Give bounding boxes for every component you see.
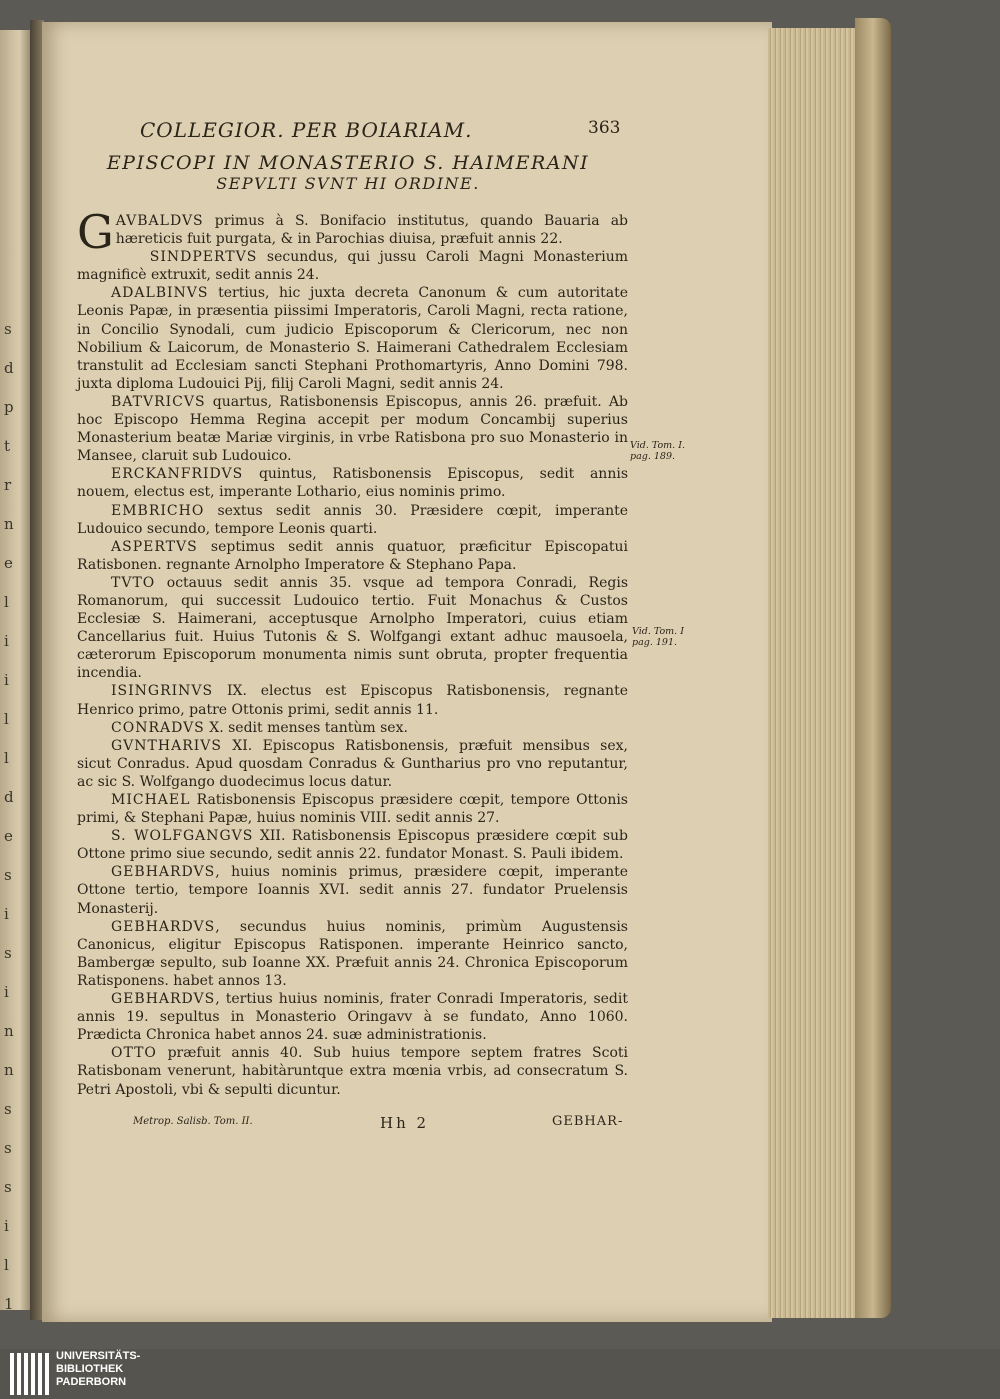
bishop-name: SINDPERTVS (149, 249, 258, 266)
left-page-edge (0, 30, 32, 1313)
page-number: 363 (588, 118, 621, 138)
bishop-name: GVNTHARIVS (111, 737, 222, 754)
paragraph-text: XI. Episcopus Ratisbonensis, præfuit mensibus sex, sicut Conradus. Apud quosdam Conradus & Guntharius pro vno reputantur, ac sic S. Wolfgango duodecimus locus datur. (77, 737, 628, 790)
left-page-glyph: l (4, 710, 9, 728)
left-page-glyph: n (4, 1022, 14, 1040)
paragraph (77, 990, 628, 1044)
margin-note-1 (630, 440, 685, 462)
paragraph (77, 465, 628, 501)
left-page-glyph: s (4, 1178, 12, 1196)
signature-mark: Hh 2 (380, 1114, 430, 1132)
catchword: GEBHAR- (552, 1114, 624, 1129)
bishop-name: ISINGRINVS (111, 683, 214, 700)
paragraph-text: , tertius huius nominis, frater Conradi Imperatoris, sedit annis 19. sepultus in Monasterio Oringavv à se fundato, Anno 1060. Prædicta Chronica habet annos 24. suæ administrationis. (77, 991, 628, 1044)
left-page-glyph: s (4, 1139, 12, 1157)
left-page-glyph: i (4, 905, 9, 923)
bishop-name: BATVRICVS (111, 393, 206, 410)
left-page-glyph: s (4, 1100, 12, 1118)
paragraph-text: præfuit annis 40. Sub huius tempore septem fratres Scoti Ratisbonam venerunt, habitàruntque extra mœnia vrbis, ad consecratum S. Petri Apostoli, vbi & sepulti dicuntur. (77, 1045, 628, 1098)
bishop-name: GEBHARDVS (111, 864, 216, 881)
drop-capital: G (77, 205, 114, 259)
footer-reference: Metrop. Salisb. Tom. II. (133, 1116, 253, 1127)
left-page-glyph: n (4, 515, 14, 533)
left-page-glyph: i (4, 671, 9, 689)
left-page-glyph: d (4, 788, 14, 806)
paragraph-text: quintus, Ratisbonensis Episcopus, sedit annis nouem, electus est, imperante Lothario, eius nominis primo. (77, 466, 628, 501)
bishop-name: ERCKANFRIDVS (111, 466, 244, 483)
bishop-name: ASPERTVS (111, 538, 198, 555)
bishop-name: GEBHARDVS (111, 991, 216, 1008)
left-page-glyph: s (4, 944, 12, 962)
logo-line-1: UNIVERSITÄTS- (56, 1350, 141, 1362)
bishop-name: ADALBINVS (111, 285, 209, 302)
bishop-name: MICHAEL (111, 792, 191, 808)
paragraph-text: IX. electus est Episcopus Ratisbonensis, regnante Henrico primo, patre Ottonis primi, sedit annis 11. (77, 683, 628, 718)
paragraph-text: Ratisbonensis Episcopus præsidere cœpit, tempore Ottonis primi, & Stephani Papæ, huius nominis VIII. sedit annis 27. (77, 792, 628, 827)
paragraph-text: quartus, Ratisbonensis Episcopus, annis 26. præfuit. Ab hoc Episcopo Hemma Regina accepit per modum Concambij superius Monasterium beatæ Mariæ virginis, in vrbe Ratisbona pro suo Monasterio in Mansee, claruit sub Ludouico. (77, 393, 628, 465)
bishop-name: TVTO (111, 574, 156, 591)
paragraph (77, 791, 628, 827)
left-page-glyph: l (4, 749, 9, 767)
library-logo-icon (8, 1351, 52, 1397)
left-page-glyph: d (4, 359, 14, 377)
left-page-glyph: 1 (4, 1295, 14, 1313)
bishop-name: CONRADVS (111, 719, 205, 736)
paragraph (77, 918, 628, 990)
margin-note-2 (632, 626, 684, 648)
left-page-glyph: e (4, 554, 13, 572)
margin-note-2-line2: pag. 191. (632, 637, 678, 648)
paragraph-text: X. sedit menses tantùm sex. (204, 719, 408, 736)
paragraph (77, 1044, 628, 1098)
paragraph (77, 719, 628, 737)
left-page-glyph: s (4, 320, 12, 338)
paragraph (77, 502, 628, 538)
paragraph (77, 827, 628, 863)
logo-line-2: BIBLIOTHEK (56, 1363, 124, 1375)
bishop-name: S. WOLFGANGVS (111, 828, 254, 845)
paragraph-text: , secundus huius nominis, primùm Augustensis Canonicus, eligitur Episcopus Ratisponen. imperante Heinrico sancto, Bambergæ sepulto, sub Ioanne XX. Præfuit annis 24. Chronica Episcoporum Ratisponens. habet annos 13. (77, 918, 628, 989)
library-logo-text (56, 1350, 140, 1389)
margin-note-2-line1: Vid. Tom. I (632, 626, 684, 637)
watermark-bar (0, 1349, 1000, 1399)
section-title-line-2: SEPVLTI SVNT HI ORDINE. (216, 174, 480, 193)
bishop-name: AVBALDVS (115, 213, 204, 229)
paragraph-text: octauus sedit annis 35. vsque ad tempora Conradi, Regis Romanorum, qui successit Ludouico tertio. Fuit Monachus & Custos Ecclesiæ S. Haimerani, acceptusque Arnolpho Imperatori, cuius etiam Cancellarius fuit. Huius Tutonis & S. Wolfgangi extant adhuc mausoela, cæterorum Episcoporum monumenta nimis sunt obruta, propter frequentia incendia. (77, 574, 628, 682)
paragraph-text: septimus sedit annis quatuor, præficitur Episcopatui Ratisbonen. regnante Arnolpho Imperatore & Stephano Papa. (77, 538, 628, 573)
logo-line-3: PADERBORN (56, 1376, 127, 1388)
left-page-glyph: t (4, 437, 11, 455)
left-page-glyph: l (4, 1256, 9, 1274)
left-page-glyph: i (4, 1217, 9, 1235)
paragraph (77, 393, 628, 465)
left-page-glyph: r (4, 476, 12, 494)
running-title: COLLEGIOR. PER BOIARIAM. (140, 118, 473, 142)
margin-note-1-line1: Vid. Tom. I. (630, 440, 685, 451)
page-edges (768, 28, 859, 1318)
book-cover (855, 18, 891, 1318)
paragraph (77, 284, 628, 393)
bishop-name: OTTO (111, 1045, 157, 1062)
paragraph (77, 574, 628, 683)
paragraph-text: , huius nominis primus, præsidere cœpit, imperante Ottone tertio, tempore Ioannis XVI. sedit annis 27. fundator Pruelensis Monasterij. (77, 864, 628, 917)
paragraph (77, 248, 628, 284)
paragraph (77, 737, 628, 791)
bishop-name: GEBHARDVS (111, 918, 216, 935)
paragraph-text: sextus sedit annis 30. Præsidere cœpit, imperante Ludouico secundo, tempore Leonis quarti. (77, 502, 628, 537)
paragraph-text: primus à S. Bonifacio institutus, quando Bauaria ab hæreticis fuit purgata, & in Parochias diuisa, præfuit annis 22. (115, 213, 628, 248)
margin-note-1-line2: pag. 189. (630, 451, 676, 462)
paragraph (77, 682, 628, 718)
left-page-glyph: s (4, 866, 12, 884)
paragraph-text: XII. Ratisbonensis Episcopus præsidere cœpit sub Ottone primo siue secundo, sedit annis 22. fundator Monast. S. Pauli ibidem. (77, 828, 628, 863)
left-page-glyph: n (4, 1061, 14, 1079)
left-page-glyph: p (4, 398, 14, 416)
paragraph-text: secundus, qui jussu Caroli Magni Monasterium magnificè extruxit, sedit annis 24. (77, 249, 628, 284)
paragraph (77, 538, 628, 574)
bishop-name: EMBRICHO (111, 502, 205, 519)
body-text (77, 205, 628, 1099)
section-title-line-1: EPISCOPI IN MONASTERIO S. HAIMERANI (106, 152, 590, 174)
left-page-glyph: e (4, 827, 13, 845)
left-page-glyph: i (4, 983, 9, 1001)
paragraph-text: tertius, hic juxta decreta Canonum & cum autoritate Leonis Papæ, in præsentia piissimi Imperatoris, Caroli Magni, recta ratione, in Concilio Synodali, cum judicio Episcoporum & Clericorum, nec non Nobilium & Laicorum, de Monasterio S. Haimerani Cathedralem Ecclesiam transtulit ad Ecclesiam sancti Stephani Prothomartyris, Anno Domini 798. juxta diploma Ludouici Pij, filij Caroli Magni, sedit annis 24. (77, 285, 628, 392)
left-page-glyph: i (4, 632, 9, 650)
left-page-glyph: l (4, 593, 9, 611)
paragraph (77, 863, 628, 917)
